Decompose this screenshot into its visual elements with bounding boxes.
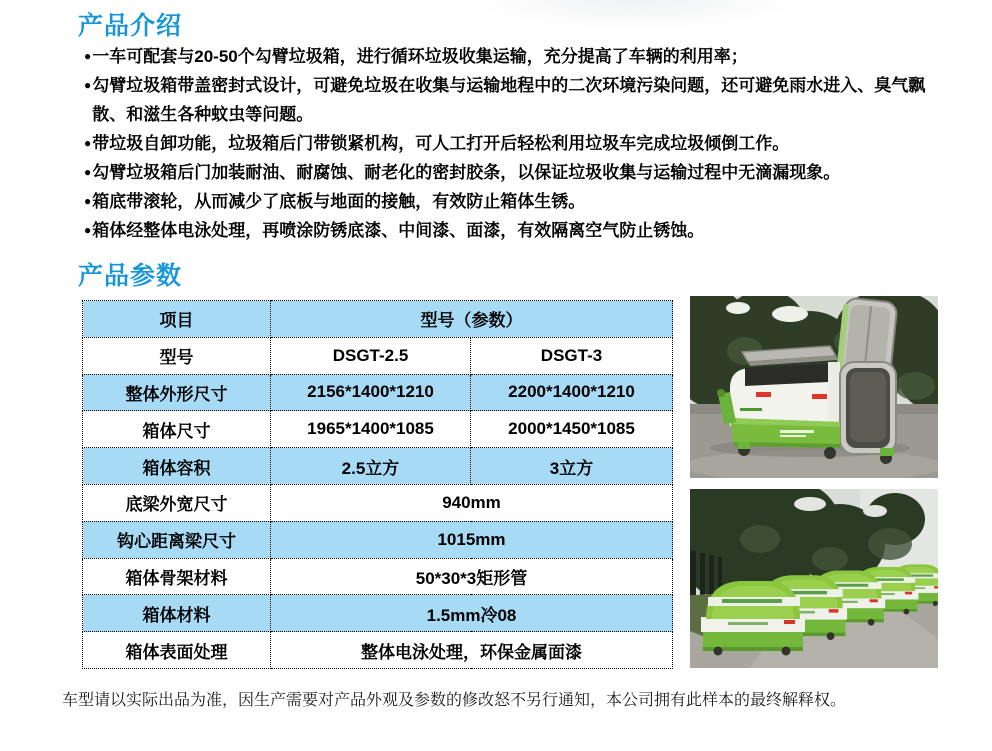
spec-label: 钩心距离梁尺寸 [83, 521, 271, 558]
feature-bullet-item [84, 158, 948, 187]
bullet-dot-icon: ● [84, 194, 92, 208]
spec-label: 型号 [83, 337, 271, 374]
feature-bullet-item [84, 42, 948, 71]
feature-text: 箱体经整体电泳处理，再喷涂防锈底漆、中间漆、面漆，有效隔离空气防止锈蚀。 [92, 221, 705, 240]
spec-value: 2200*1400*1210 [471, 374, 673, 411]
feature-bullet-item [84, 71, 948, 129]
spec-value: 1965*1400*1085 [271, 411, 471, 448]
feature-bullet-item [84, 187, 948, 216]
spec-row-surface-treatment [83, 632, 673, 669]
bullet-dot-icon: ● [84, 49, 92, 63]
spec-row-overall-size [83, 374, 673, 411]
spec-value: 50*30*3矩形管 [271, 558, 673, 595]
spec-value: 1015mm [271, 521, 673, 558]
feature-text: 一车可配套与20-50个勾臂垃圾箱，进行循环垃圾收集运输，充分提高了车辆的利用率； [92, 47, 748, 66]
spec-row-model [83, 337, 673, 374]
intro-section-title: 产品介绍 [78, 12, 183, 40]
spec-label: 箱体表面处理 [83, 632, 271, 669]
spec-label: 箱体尺寸 [83, 411, 271, 448]
spec-label: 箱体容积 [83, 448, 271, 485]
spec-value: 1.5mm冷08 [271, 595, 673, 632]
footer-disclaimer: 车型请以实际出品为准，因生产需要对产品外观及参数的修改怒不另行通知，本公司拥有此样本的最终解释权。 [62, 692, 847, 709]
feature-bullet-list [84, 42, 948, 245]
spec-value: 整体电泳处理，环保金属面漆 [271, 632, 673, 669]
feature-text: 勾臂垃圾箱带盖密封式设计，可避免垃圾在收集与运输地程中的二次环境污染问题，还可避免雨水进入、臭气飘散、和滋生各种蚊虫等问题。 [92, 76, 926, 124]
spec-row-box-material [83, 595, 673, 632]
bullet-dot-icon: ● [84, 78, 92, 92]
spec-table [82, 300, 673, 669]
spec-row-hook-distance [83, 521, 673, 558]
spec-row-box-size [83, 411, 673, 448]
spec-row-frame-material [83, 558, 673, 595]
spec-value: 2000*1450*1085 [471, 411, 673, 448]
spec-label: 整体外形尺寸 [83, 374, 271, 411]
bullet-dot-icon: ● [84, 223, 92, 237]
params-section-title: 产品参数 [78, 262, 183, 290]
spec-value: 2156*1400*1210 [271, 374, 471, 411]
spec-value: 940mm [271, 484, 673, 521]
spec-row-bottom-beam [83, 484, 673, 521]
table-header-row [83, 301, 673, 338]
table-header-model: 型号（参数） [271, 301, 673, 338]
faint-watermark-smudge [470, 0, 800, 30]
product-photo-container-row [690, 489, 938, 668]
spec-value: 3立方 [471, 448, 673, 485]
spec-label: 箱体材料 [83, 595, 271, 632]
feature-text: 箱底带滚轮，从而减少了底板与地面的接触，有效防止箱体生锈。 [92, 192, 586, 211]
feature-text: 勾臂垃圾箱后门加装耐油、耐腐蚀、耐老化的密封胶条，以保证垃圾收集与运输过程中无滴漏现象。 [92, 163, 841, 182]
spec-value: DSGT-3 [471, 337, 673, 374]
product-photo-open-container [690, 296, 938, 478]
bullet-dot-icon: ● [84, 165, 92, 179]
feature-text: 带垃圾自卸功能，垃圾箱后门带锁紧机构，可人工打开后轻松利用垃圾车完成垃圾倾倒工作。 [92, 134, 790, 153]
spec-row-volume [83, 448, 673, 485]
bullet-dot-icon: ● [84, 136, 92, 150]
spec-value: 2.5立方 [271, 448, 471, 485]
table-header-item: 项目 [83, 301, 271, 338]
spec-label: 箱体骨架材料 [83, 558, 271, 595]
feature-bullet-item [84, 216, 948, 245]
spec-value: DSGT-2.5 [271, 337, 471, 374]
feature-bullet-item [84, 129, 948, 158]
spec-label: 底梁外宽尺寸 [83, 484, 271, 521]
